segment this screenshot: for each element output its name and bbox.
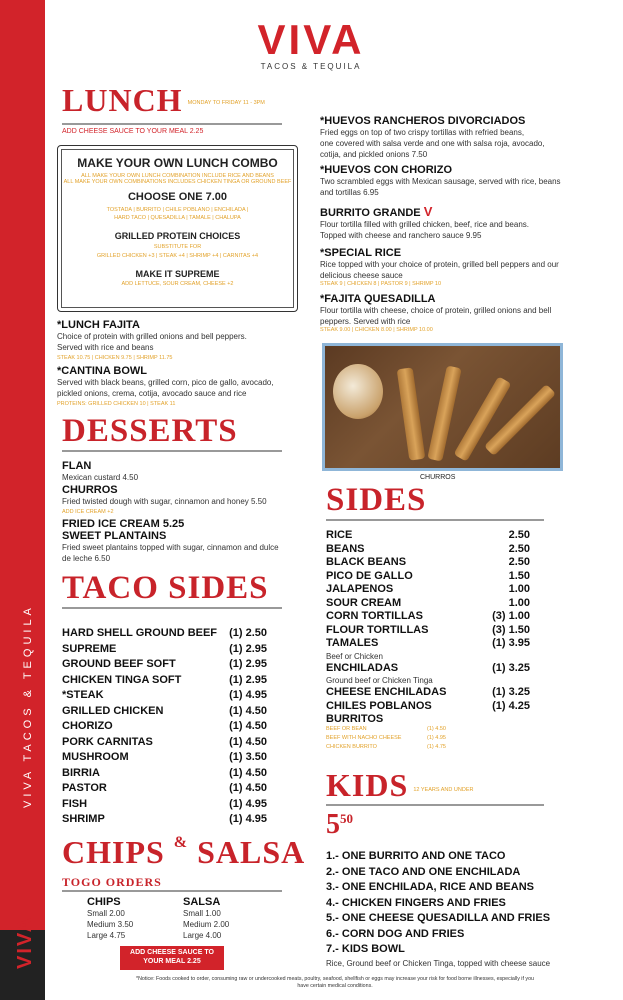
item-name: CHORIZO [62,720,113,732]
lunch-fajita-desc-1: Choice of protein with grilled onions and bell peppers. [57,332,247,341]
list-item: 2.- ONE TACO AND ONE ENCHILADA [326,865,521,878]
chips-prices [87,896,133,941]
item-price: 1.00 [508,583,530,595]
photo-caption: CHURROS [420,474,456,481]
menu-item-desc: peppers. Served with rice [320,317,411,326]
churro-shape [454,376,512,461]
item-name: BIRRIA [62,766,100,779]
kids-price-dollars: 5 [326,809,340,840]
item-name: HARD SHELL GROUND BEEF [62,627,218,639]
list-item [326,570,530,584]
list-item [62,781,267,797]
list-item: 3.- ONE ENCHILADA, RICE AND BEANS [326,881,534,893]
list-item: 4.- CHICKEN FINGERS AND FRIES [326,896,506,909]
lunch-hours: MONDAY TO FRIDAY 11 - 3PM [187,100,265,106]
lunch-fajita-prices: STEAK 10.75 | CHICKEN 9.75 | SHRIMP 11.75 [57,355,173,361]
togo-label: TOGO ORDERS [62,875,162,889]
menu-item-desc: Fried eggs on top of two crispy tortillas with refried beans, [320,128,525,137]
list-item [326,556,530,570]
protein-title: GRILLED PROTEIN CHOICES [114,231,241,241]
list-item [62,812,267,828]
item-price: (1) 2.95 [229,673,267,686]
item-sub: Beef or Chicken [326,651,383,661]
chips-medium: Medium 3.50 [87,920,134,929]
cantina-bowl-desc-1: Served with black beans, grilled corn, pico de gallo, avocado, [57,378,274,387]
lunch-divider [62,123,282,125]
item-name: PASTOR [62,782,107,794]
menu-item-desc: delicious cheese sauce [320,271,403,280]
kids-price [326,809,353,841]
list-item [326,543,530,557]
menu-item-desc: Rice topped with your choice of protein, grilled bell peppers and our [320,260,559,269]
menu-item-desc: cotija, and pickled onions 7.50 [320,150,428,159]
menu-item-desc: one covered with salsa verde and one with salsa roja, avocado, [320,139,545,148]
item-name: SUPREME [62,642,117,655]
list-item [326,529,530,543]
item-price: (1) 4.95 [229,689,267,701]
sides-title: SIDES [326,482,427,518]
menu-item-name-text: BURRITO GRANDE [320,207,421,219]
item-name: CHICKEN TINGA SOFT [62,673,182,686]
burrito-option [326,734,446,743]
item-price: 1.50 [508,569,530,582]
kids-title: KIDS [326,767,409,803]
list-item [62,750,267,766]
item-name: SHRIMP [62,813,105,825]
list-item [326,597,530,611]
footer-notice [50,976,620,990]
item-name: BEANS [326,542,365,555]
protein-sub: SUBSTITUTE FOR [153,244,202,250]
list-item [326,662,530,676]
brand-tagline: TACOS & TEQUILA [260,62,362,71]
list-item: 1.- ONE BURRITO AND ONE TACO [326,850,506,862]
menu-item-name: *HUEVOS RANCHEROS DIVORCIADOS [320,115,526,127]
footer-line-1: *Notice: Foods cooked to order, consuming raw or undercooked meats, poultry, seafood, shellfish or eggs may increase your risk for food borne illnesses, especially if you [136,976,534,982]
menu-item-desc: Flour tortilla with cheese, choice of protein, grilled onions and bell [320,306,552,315]
lunch-title: LUNCH [62,82,183,118]
desserts-divider [62,450,282,452]
list-item [62,626,267,642]
protein-options: GRILLED CHICKEN +3 | STEAK +4 | SHRIMP +4 | CARNITAS +4 [96,253,259,259]
list-item [62,688,267,704]
list-item [326,637,530,651]
list-item [62,766,267,782]
item-price: (1) 2.95 [229,642,267,655]
dessert-name: CHURROS [62,484,118,496]
burrito-option [326,743,446,752]
item-price: (1) 4.50 [229,704,267,717]
item-name: PICO DE GALLO [326,569,413,582]
lunch-fajita [57,319,302,361]
chips-salsa-title [62,834,305,871]
item-price: (1) 2.95 [229,658,267,670]
kids-bowl-desc: Rice, Ground beef or Chicken Tinga, topped with cheese sauce [326,958,551,968]
item-price: (1) 3.25 [492,661,530,674]
list-item [62,719,267,735]
menu-item-desc: Two scrambled eggs with Mexican sausage, served with rice, beans [320,177,561,186]
item-name: MUSHROOM [62,751,129,763]
menu-item-desc: Flour tortilla filled with grilled chicken, beef, rice and beans. [320,220,529,229]
salsa-small: Small 1.00 [183,909,221,918]
list-item [62,657,267,673]
kids-header [326,767,473,804]
lunch-fajita-name: *LUNCH FAJITA [57,319,140,331]
chips-name: CHIPS [87,896,121,908]
item-name: FISH [62,797,88,810]
salsa-prices [183,896,229,941]
list-item: 6.- CORN DOG AND FRIES [326,927,465,940]
menu-item-name: *FAJITA QUESADILLA [320,293,436,305]
churro-shape [397,367,426,460]
list-item [62,673,267,689]
right-menu-items [320,115,565,333]
taco-sides-title: TACO SIDES [62,570,269,606]
burrito-option-name: BEEF WITH NACHO CHEESE [326,735,402,741]
sides-list [326,529,530,752]
item-price: (1) 3.50 [229,751,267,763]
list-item [326,700,530,714]
menu-item [320,204,565,241]
list-item [62,735,267,751]
cantina-bowl-prices: PROTEINS: GRILLED CHICKEN 10 | STEAK 11 [57,401,176,407]
dessert-name: FLAN [62,460,92,472]
menu-item-prices: STEAK 9.00 | CHICKEN 8.00 | SHRIMP 10.00 [320,327,433,333]
item-price: (1) 4.50 [229,735,267,748]
item-price: (1) 3.95 [492,637,530,649]
menu-item [320,293,565,333]
item-name: CORN TORTILLAS [326,610,423,622]
chips-title: CHIPS [62,834,165,870]
list-item [326,686,530,700]
kids-price-cents: 50 [340,811,353,826]
burrito-option-price: (1) 4.95 [427,735,446,741]
side-banner [0,0,45,1000]
menu-item [320,115,565,160]
kids-list [326,849,566,969]
kids-age: 12 YEARS AND UNDER [413,787,474,793]
item-price: 2.50 [508,556,530,568]
item-price: (3) 1.50 [492,623,530,636]
item-price: (1) 4.50 [229,766,267,779]
desserts-list [62,460,292,564]
dessert-name: FRIED ICE CREAM 5.25 [62,518,185,530]
dessert-desc: Mexican custard 4.50 [62,473,139,482]
item-price: 2.50 [508,529,530,541]
cantina-bowl-name: *CANTINA BOWL [57,365,148,377]
combo-title: MAKE YOUR OWN LUNCH COMBO [77,156,278,170]
lunch-fajita-desc-2: Served with rice and beans [57,343,154,352]
chips-large: Large 4.75 [87,931,126,940]
cantina-bowl [57,365,307,407]
list-item [62,797,267,813]
item-price: (3) 1.00 [492,610,530,622]
menu-item [320,247,565,287]
item-price: (1) 4.95 [229,813,267,825]
salsa-title: SALSA [197,834,306,870]
combo-line-2: ALL MAKE YOUR OWN COMBINATIONS INCLUDES CHICKEN TINGA OR GROUND BEEF [63,179,292,185]
burritos-name: BURRITOS [326,713,384,725]
cantina-bowl-desc-2: pickled onions, crema, cotija, avocado sauce and rice [57,389,247,398]
item-name: SOUR CREAM [326,596,402,609]
supreme-options: ADD LETTUCE, SOUR CREAM, CHEESE +2 [121,281,234,287]
churros-photo [322,343,563,471]
item-name: RICE [326,529,353,541]
lunch-header [62,82,282,119]
salsa-medium: Medium 2.00 [183,920,230,929]
burrito-option [326,725,446,734]
combo-options-1: TOSTADA | BURRITO | CHILE POBLANO | ENCHILADA | [106,207,249,213]
taco-sides-divider [62,607,282,609]
burrito-option-price: (1) 4.50 [427,726,446,732]
item-name: PORK CARNITAS [62,735,153,748]
menu-item-desc: and tortillas 6.95 [320,188,379,197]
brand-logo [236,18,386,71]
burrito-option-price: (1) 4.75 [427,744,446,750]
badge-line-1: ADD CHEESE SAUCE TO [130,949,214,956]
list-item [326,583,530,597]
item-price: (1) 4.25 [492,699,530,712]
item-name: CHEESE ENCHILADAS [326,686,447,698]
list-item [62,642,267,658]
list-item [326,624,530,638]
item-name: CHILES POBLANOS [326,699,432,712]
salsa-large: Large 4.00 [183,931,222,940]
kids-divider [326,804,544,806]
brand-name: VIVA [257,16,365,63]
item-name: *STEAK [62,689,104,701]
v-logo-icon: V [423,204,433,219]
combo-line-1: ALL MAKE YOUR OWN LUNCH COMBINATION INCLUDE RICE AND BEANS [81,173,274,179]
item-price: 1.00 [508,596,530,609]
item-price: (1) 3.25 [492,686,530,698]
item-name: ENCHILADAS [326,661,399,674]
chips-small: Small 2.00 [87,909,125,918]
footer-line-2: have certain medical conditions. [297,983,373,989]
list-item [326,610,530,624]
side-tagline: VIVA TACOS & TEQUILA [22,604,34,808]
chips-divider [62,890,282,892]
lunch-cheese-note: ADD CHEESE SAUCE TO YOUR MEAL 2.25 [62,128,204,135]
ice-cream-scoop [333,364,383,419]
item-price: (1) 2.50 [229,627,267,639]
item-price: 2.50 [508,542,530,555]
burrito-option-name: BEEF OR BEAN [326,726,367,732]
supreme-title: MAKE IT SUPREME [135,269,220,279]
side-logo-block [0,915,45,1000]
side-logo: VIVA [14,915,36,969]
lunch-combo-box [57,145,298,312]
list-item: 5.- ONE CHEESE QUESADILLA AND FRIES [326,912,551,924]
item-name: GROUND BEEF SOFT [62,658,176,670]
item-sub: Ground beef or Chicken Tinga [326,676,433,685]
item-name: FLOUR TORTILLAS [326,623,429,636]
sides-divider [326,519,544,521]
list-item [62,704,267,720]
dessert-desc: de leche 6.50 [62,554,111,563]
item-name: BLACK BEANS [326,556,407,568]
desserts-title: DESSERTS [62,413,238,449]
menu-item-name: *HUEVOS CON CHORIZO [320,164,453,176]
burrito-option-name: CHICKEN BURRITO [326,744,377,750]
item-name: GRILLED CHICKEN [62,704,164,717]
cheese-sauce-badge [120,946,224,970]
item-name: TAMALES [326,637,379,649]
item-price: (1) 4.50 [229,720,267,732]
dessert-name: SWEET PLANTAINS [62,530,167,542]
item-name: JALAPENOS [326,583,394,595]
combo-choose: CHOOSE ONE 7.00 [127,191,228,203]
dessert-desc: Fried twisted dough with sugar, cinnamon and honey 5.50 [62,497,267,506]
salsa-name: SALSA [183,896,221,908]
taco-sides-list [62,626,267,828]
combo-options-2: HARD TACO | QUESADILLA | TAMALE | CHALUPA [114,215,241,221]
dessert-addon: ADD ICE CREAM +2 [62,509,114,515]
item-price: (1) 4.50 [229,782,267,794]
menu-item-prices: STEAK 9 | CHICKEN 8 | PASTOR 9 | SHRIMP 10 [320,281,442,287]
menu-item [320,164,565,198]
badge-line-2: YOUR MEAL 2.25 [143,958,201,965]
menu-item-name [320,204,565,219]
item-price: (1) 4.95 [229,797,267,810]
list-item: 7.- KIDS BOWL [326,943,405,955]
menu-item-desc: Topped with cheese and ranchero sauce 9.95 [320,231,482,240]
ampersand: & [173,834,189,851]
menu-item-name: *SPECIAL RICE [320,247,402,259]
dessert-desc: Fried sweet plantains topped with sugar, cinnamon and dulce [62,543,279,552]
